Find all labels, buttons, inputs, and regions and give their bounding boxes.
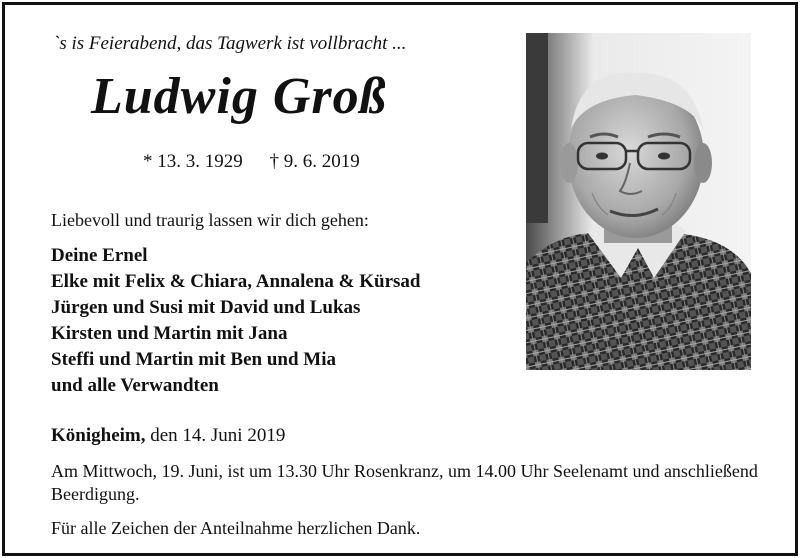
motto: `s is Feierabend, das Tagwerk ist vollbracht ... xyxy=(53,33,407,54)
date: den 14. Juni 2019 xyxy=(150,425,286,446)
funeral-notice: Am Mittwoch, 19. Juni, ist um 13.30 Uhr Rosenkranz, um 14.00 Uhr Seelenamt und anschließend Beerdigung. xyxy=(51,461,758,504)
family-line: Kirsten und Martin mit Jana xyxy=(51,323,288,344)
place: Königheim, xyxy=(51,425,146,446)
obituary-card xyxy=(2,2,798,556)
family-line: Deine Ernel xyxy=(51,245,148,266)
family-line: und alle Verwandten xyxy=(51,375,219,396)
portrait-photo-icon xyxy=(526,33,751,370)
place-date xyxy=(51,425,285,447)
family-line: Steffi und Martin mit Ben und Mia xyxy=(51,349,337,370)
family-line: Elke mit Felix & Chiara, Annalena & Kürsad xyxy=(51,271,421,292)
deceased-name: Ludwig Groß xyxy=(91,68,387,125)
family-line: Jürgen und Susi mit David und Lukas xyxy=(51,297,361,318)
intro-text: Liebevoll und traurig lassen wir dich gehen: xyxy=(51,210,369,230)
life-dates xyxy=(143,151,382,173)
portrait-photo xyxy=(526,33,751,370)
death-date: † 9. 6. 2019 xyxy=(269,151,360,172)
birth-date: * 13. 3. 1929 xyxy=(143,151,243,172)
thanks-text: Für alle Zeichen der Anteilnahme herzlichen Dank. xyxy=(51,518,421,538)
family-list xyxy=(51,243,420,399)
